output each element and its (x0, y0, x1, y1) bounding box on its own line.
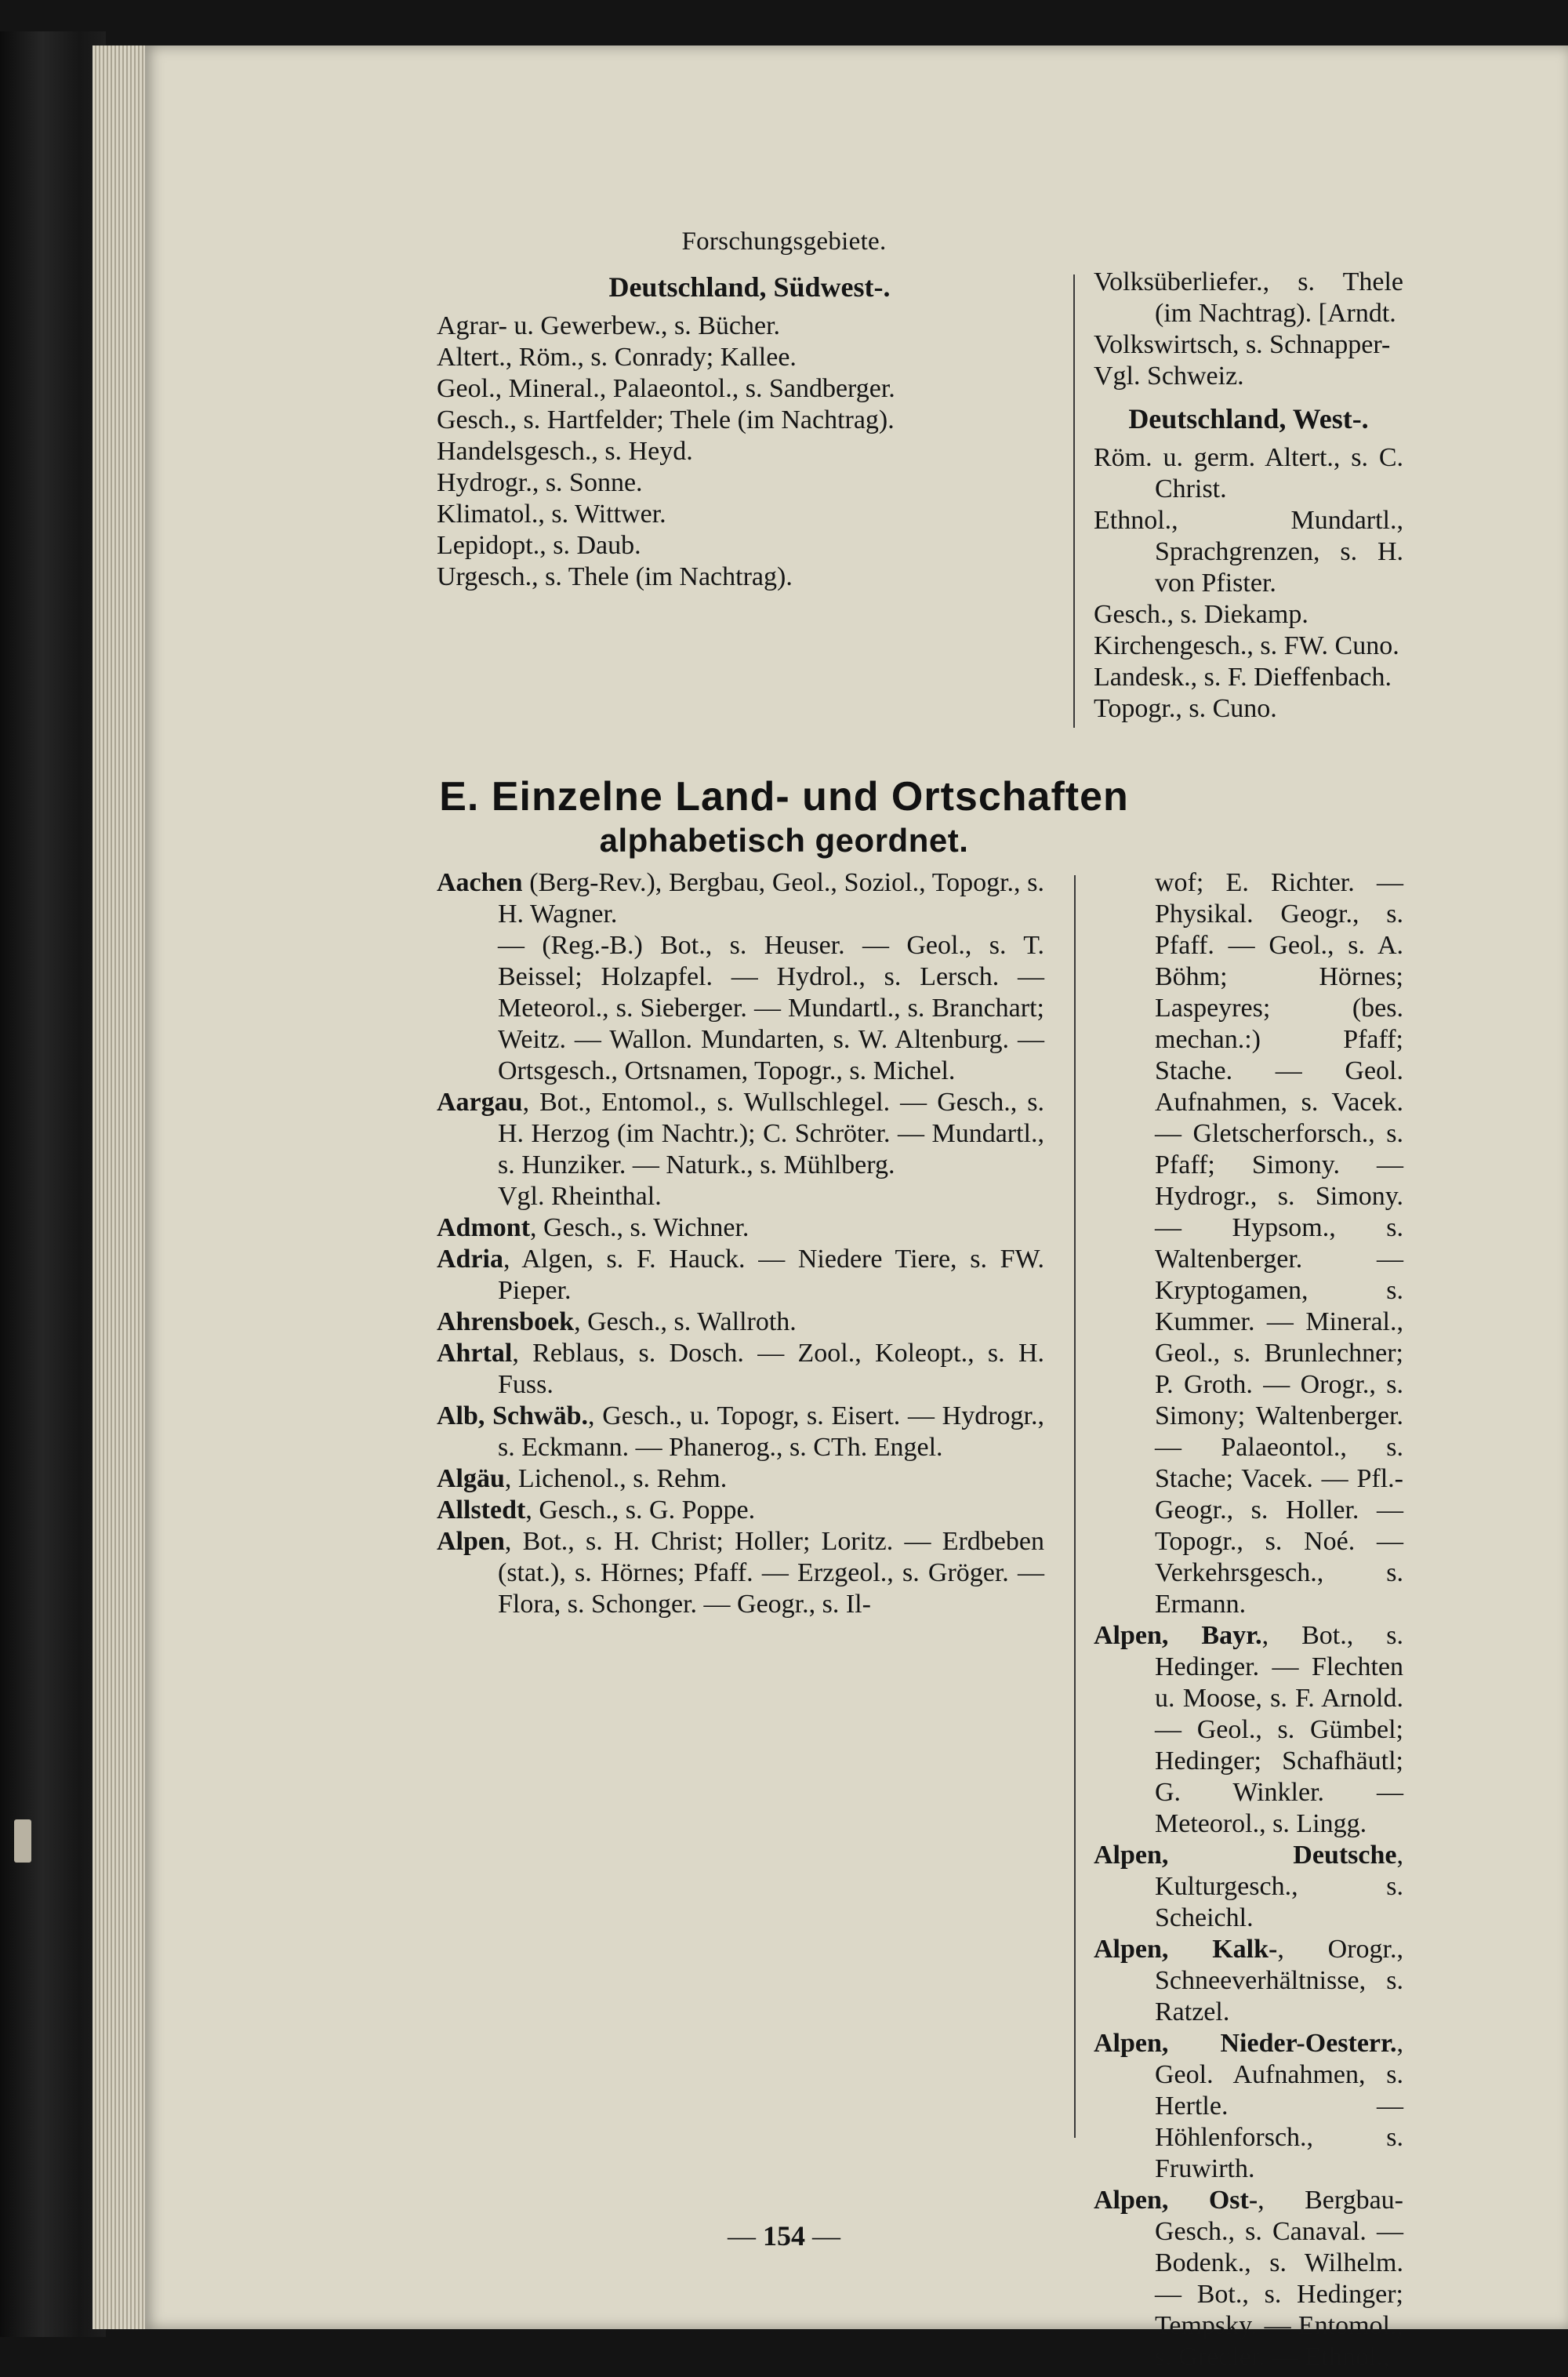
index-entry: Lepidopt., s. Daub. (437, 531, 641, 560)
entry-text: , Gesch., s. Wallroth. (574, 1307, 797, 1336)
entry-text: , Gesch., s. Wichner. (530, 1213, 750, 1242)
left-column (437, 867, 1044, 1620)
top-left-entries (437, 311, 1062, 593)
entry-keyword: Alb, Schwäb. (437, 1401, 588, 1430)
entry-keyword: Admont (437, 1213, 531, 1242)
index-entry (437, 1087, 1044, 1181)
index-entry: Landesk., s. F. Dieffenbach. (1094, 663, 1392, 692)
entry-keyword: Aachen (437, 868, 523, 897)
index-entry (437, 1495, 1044, 1526)
index-entry: Agrar- u. Gewerbew., s. Bücher. (437, 311, 781, 340)
index-entry (437, 1338, 1044, 1401)
index-entry: Handelsgesch., s. Heyd. (437, 437, 693, 466)
entry-text: , Bot., Entomol., s. Wullschlegel. — Gesch., s. H. Herzog (im Nachtr.); C. Schröter. — Mundartl., s. Hunziker. — Naturk., s. Mühlberg. (498, 1088, 1044, 1179)
section-title: E. Einzelne Land- und Ortschaften (439, 774, 1129, 820)
index-entry (437, 1244, 1044, 1307)
entry-keyword: Alpen (437, 1527, 505, 1556)
index-entry (1094, 2185, 1403, 2373)
left-column-entries (437, 867, 1044, 1620)
index-entry (1094, 1840, 1403, 1934)
page-number (145, 2219, 1423, 2252)
page-number-value: 154 (763, 2220, 805, 2252)
index-entry (437, 1307, 1044, 1338)
entry-text: , Bergbau-Gesch., s. Canaval. — Bodenk., s. Wilhelm. — Bot., s. Hedinger; Tempsky. — Entomol., s. Gredler. — Ethnol., (1155, 2186, 1403, 2372)
index-entry (437, 1526, 1044, 1620)
index-entry: Topogr., s. Cuno. (1094, 694, 1277, 723)
page-number-dash-left: — (728, 2220, 756, 2252)
entry-text: , Reblaus, s. Dosch. — Zool., Koleopt., s. H. Fuss. (498, 1339, 1044, 1399)
index-entry: Röm. u. germ. Altert., s. C. Christ. (1094, 443, 1403, 503)
index-entry (1094, 2028, 1403, 2185)
right-column-entries (1094, 867, 1403, 2373)
entry-text: (Berg-Rev.), Bergbau, Geol., Soziol., Topogr., s. H. Wagner. (498, 868, 1044, 929)
entry-keyword: Ahrtal (437, 1339, 513, 1368)
index-entry (437, 867, 1044, 930)
top-right-column (1094, 267, 1403, 725)
top-left-column (437, 267, 1062, 593)
index-entry: Urgesch., s. Thele (im Nachtrag). (437, 562, 793, 591)
index-entry (1094, 867, 1403, 1620)
entry-text: , Orogr., Schneeverhältnisse, s. Ratzel. (1155, 1935, 1403, 2026)
index-entry (437, 930, 1044, 1087)
entry-text: , Bot., s. H. Christ; Holler; Loritz. — Erdbeben (stat.), s. Hörnes; Pfaff. — Erzgeol., s. Gröger. — Flora, s. Schonger. — Geogr., s. Il- (498, 1527, 1044, 1619)
entry-text: , Gesch., u. Topogr, s. Eisert. — Hydrogr., s. Eckmann. — Phanerog., s. CTh. Engel. (498, 1401, 1045, 1462)
right-column (1094, 867, 1403, 2373)
entry-keyword: Algäu (437, 1464, 505, 1493)
running-head: Forschungsgebiete. (681, 227, 887, 256)
entry-text: , Gesch., s. G. Poppe. (525, 1496, 756, 1525)
index-entry: Gesch., s. Hartfelder; Thele (im Nachtrag). (437, 405, 895, 434)
entry-text: , Geol. Aufnahmen, s. Hertle. — Höhlenforsch., s. Fruwirth. (1155, 2029, 1403, 2183)
index-entry (437, 1463, 1044, 1495)
index-entry: Volkswirtsch, s. Schnapper- (1094, 330, 1391, 359)
binding-clasp (14, 1819, 31, 1863)
column-divider-bottom (1074, 875, 1076, 2138)
index-entry: Volksüberliefer., s. Thele (im Nachtrag). [Arndt. (1094, 267, 1403, 328)
entry-text: wof; E. Richter. — Physikal. Geogr., s. Pfaff. — Geol., s. A. Böhm; Hörnes; Laspeyres; (bes. mechan.:) Pfaff; Stache. — Geol. Aufnahmen, s. Vacek. — Gletscherforsch., s. Pfaff; Simony. — Hydrogr., s. Simony. — Hypsom., s. Waltenberger. — Kryptogamen, s. Kummer. — Mineral., Geol., s. Brunlechner; P. Groth. — Orogr., s. Simony; Waltenberger. — Palaeontol., s. Stache; Vacek. — Pfl.-Geogr., s. Holler. — Topogr., s. Noé. — Verkehrsgesch., s. Ermann. (1155, 868, 1403, 1619)
entry-text: , Algen, s. F. Hauck. — Niedere Tiere, s. FW. Pieper. (498, 1245, 1044, 1305)
top-right-pre-entries (1094, 267, 1403, 392)
section-subtitle: alphabetisch geordnet. (599, 822, 969, 859)
entry-keyword: Ahrensboek (437, 1307, 575, 1336)
entry-text: , Kulturgesch., s. Scheichl. (1155, 1841, 1403, 1932)
index-entry (1094, 1620, 1403, 1840)
index-entry (437, 1181, 1044, 1212)
entry-text: , Lichenol., s. Rehm. (504, 1464, 728, 1493)
index-entry: Klimatol., s. Wittwer. (437, 500, 666, 529)
index-entry: Ethnol., Mundartl., Sprachgrenzen, s. H. von Pfister. (1094, 506, 1403, 598)
index-entry: Vgl. Schweiz. (1094, 362, 1244, 391)
index-entry: Geol., Mineral., Palaeontol., s. Sandberger. (437, 374, 895, 403)
book-binding (0, 31, 106, 2337)
entry-text: , Bot., s. Hedinger. — Flechten u. Moose, s. F. Arnold. — Geol., s. Gümbel; Hedinger; Schafhäutl; G. Winkler. — Meteorol., s. Lingg. (1155, 1621, 1404, 1838)
index-entry: Hydrogr., s. Sonne. (437, 468, 643, 497)
page-edges (93, 45, 147, 2329)
entry-keyword: Alpen, Nieder-Oesterr. (1094, 2029, 1397, 2058)
entry-keyword: Allstedt (437, 1496, 526, 1525)
index-entry (437, 1212, 1044, 1244)
index-entry (1094, 1934, 1403, 2028)
index-entry (437, 1401, 1044, 1463)
entry-text: Vgl. Rheinthal. (498, 1182, 662, 1211)
entry-keyword: Alpen, Kalk- (1094, 1935, 1278, 1964)
entry-keyword: Adria (437, 1245, 503, 1274)
index-entry: Altert., Röm., s. Conrady; Kallee. (437, 343, 797, 372)
entry-keyword: Alpen, Ost- (1094, 2186, 1258, 2215)
heading-deutschland-west: Deutschland, West-. (1128, 403, 1369, 434)
index-entry: Gesch., s. Diekamp. (1094, 600, 1308, 629)
entry-keyword: Aargau (437, 1088, 523, 1117)
top-right-entries (1094, 442, 1403, 725)
entry-keyword: Alpen, Deutsche (1094, 1841, 1397, 1870)
entry-text: — (Reg.-B.) Bot., s. Heuser. — Geol., s. T. Beissel; Holzapfel. — Hydrol., s. Lersch. — Meteorol., s. Sieberger. — Mundartl., s. Branchart; Weitz. — Wallon. Mundarten, s. W. Altenburg. — Ortsgesch., Ortsnamen, Topogr., s. Michel. (498, 931, 1044, 1085)
index-entry: Kirchengesch., s. FW. Cuno. (1094, 631, 1399, 660)
entry-keyword: Alpen, Bayr. (1094, 1621, 1262, 1650)
page-number-dash-right: — (812, 2220, 840, 2252)
page-sheet (145, 45, 1568, 2372)
heading-deutschland-suedwest: Deutschland, Südwest-. (608, 271, 891, 303)
column-divider-top (1073, 274, 1075, 728)
